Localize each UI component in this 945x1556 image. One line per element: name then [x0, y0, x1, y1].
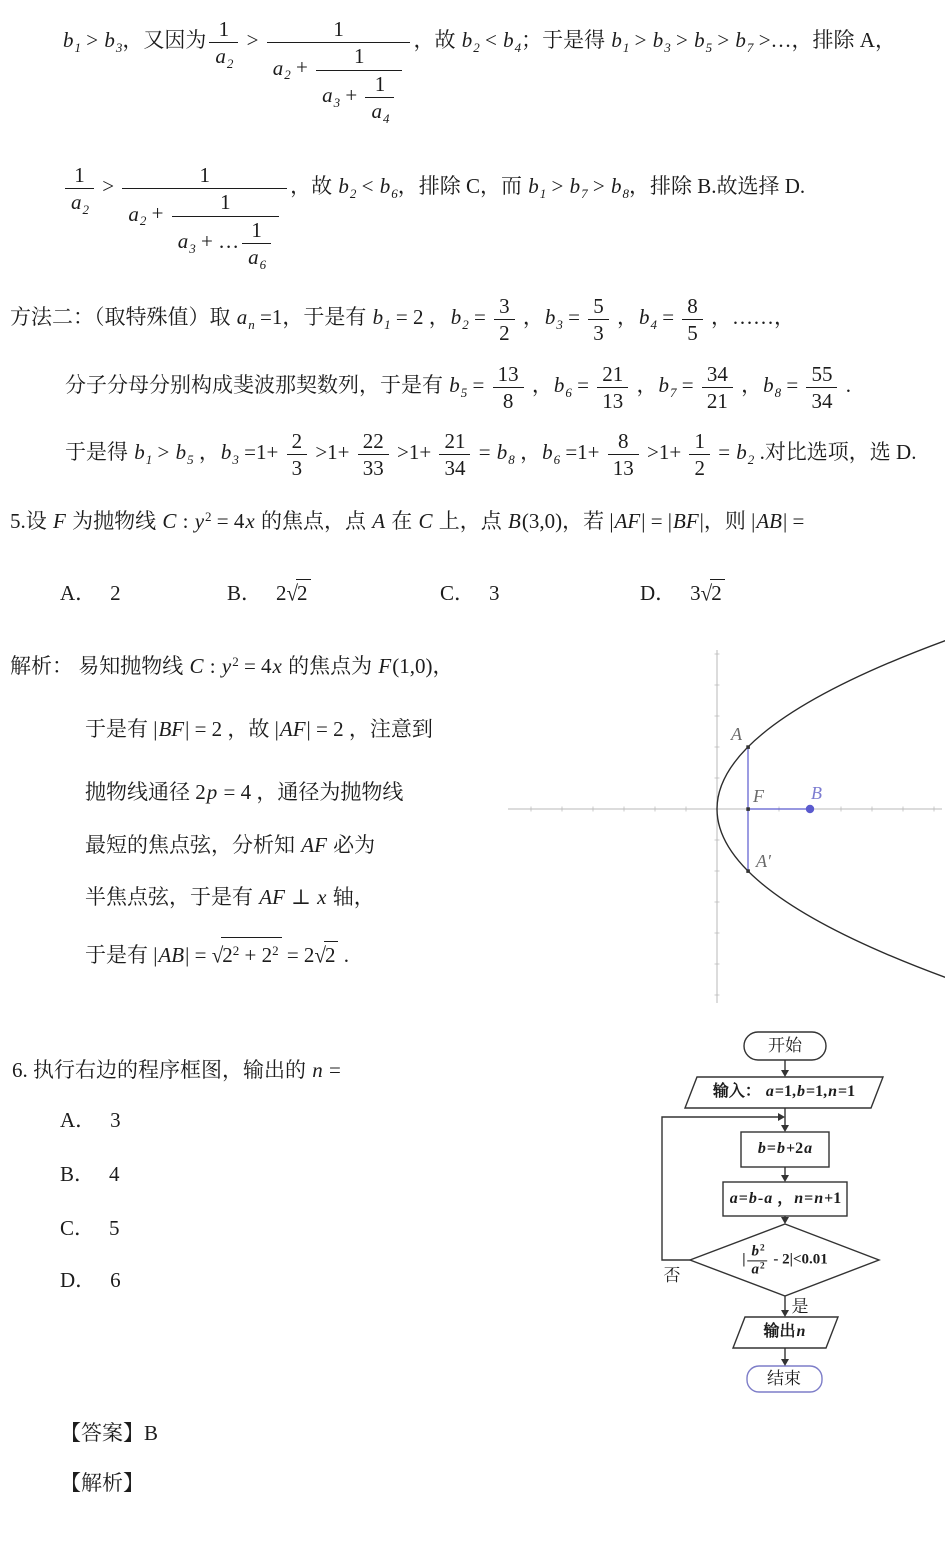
- option-label: D．: [640, 581, 677, 605]
- arrowhead-loop-junction: [778, 1113, 785, 1121]
- question-6-option-a: [60, 1107, 121, 1133]
- method2-line-3: 于是得 $b_1 > b_5$ ，$b_3 =1+$ $\frac{2}{3}$ >1+ $\frac{22}{33}$ >1+ $\frac{21}{34}$ = $b_8$ ，$b_6 =1+$ $\frac{8}{13}$ >1+ $\frac{1}{2}$ = $b_2$ .对比选项，选 D.: [65, 428, 917, 481]
- option-label: C．: [60, 1216, 96, 1240]
- point-b: [806, 805, 814, 813]
- flowchart-decision-label: | $\frac{b^2}{a^2}$ - 2|<0.01: [742, 1243, 828, 1278]
- answer-line: [60, 1420, 158, 1446]
- flowchart-step2-label: a=b-a ，n=n+1: [729, 1190, 842, 1207]
- label-f: F: [753, 786, 764, 806]
- question-6-option-b: [60, 1161, 120, 1187]
- question-5-option-d: [640, 579, 725, 606]
- option-label: B．: [227, 581, 263, 605]
- analysis-line-3: 抛物线通径 2p = 4 ，通径为抛物线: [85, 780, 404, 804]
- analysis-heading-label: 【解析】: [60, 1471, 144, 1495]
- analysis-line-4: 最短的焦点弦，分析知 AF 必为: [85, 833, 376, 857]
- arrowhead-to-decision: [781, 1217, 789, 1224]
- arrowhead-to-input: [781, 1070, 789, 1077]
- label-a-prime: A′: [756, 851, 771, 871]
- option-value: 3: [110, 1108, 121, 1132]
- parabola-figure: [505, 638, 945, 1010]
- option-label: A．: [60, 1108, 97, 1132]
- analysis-line-2: 于是有 |BF| = 2 ，故 |AF| = 2 ，注意到: [85, 717, 433, 741]
- question-6-option-d: [60, 1267, 121, 1293]
- option-label: C．: [440, 581, 476, 605]
- formula-line-1: $b_1 > b_3$，又因为 $\frac{1}{a_2}$ > 1 $a_2$ + 1 $a_3$ + $\frac{1}{a_4}$ ，故 $b_2 < b_4$；于是得 $b_1 > b_3 > b_5 > b_7$ >…，排除 A，: [63, 16, 896, 126]
- answer-value: B: [144, 1421, 159, 1445]
- arrowhead-to-end: [781, 1359, 789, 1366]
- graph-labels: [730, 724, 822, 871]
- analysis-heading: [60, 1470, 144, 1496]
- point-a-prime: [746, 869, 750, 873]
- formula-line-2: $\frac{1}{a_2}$ > 1 $a_2$ + 1 $a_3$ + … $\frac{1}{a_6}$ ，故 $b_2 < b_6$，排除 C，而 $b_1 > b_7 > b_8$，排除 B.故选择 D.: [62, 162, 805, 214]
- method2-line-2: 分子分母分别构成斐波那契数列，于是有 $b_5$ = $\frac{13}{8}$ ，$b_6$ = $\frac{21}{13}$ ，$b_7$ = $\frac{34}{21}$ ，$b_8$ = $\frac{55}{34}$ .: [65, 361, 851, 414]
- arrowhead-to-output: [781, 1310, 789, 1317]
- flowchart-step1-label: b=b+2a: [757, 1140, 813, 1157]
- flowchart-yes-label: 是: [791, 1297, 809, 1316]
- option-value: 5: [109, 1216, 120, 1240]
- option-value: 3: [489, 581, 500, 605]
- option-label: B．: [60, 1162, 96, 1186]
- question-5-stem: 5.设 F 为抛物线 C : $y^2 = 4x$ 的焦点，点 A 在 C 上，点 B(3,0)，若 |AF| = |BF|，则 |AB| =: [10, 508, 805, 533]
- method2-line-1: 方法二：（取特殊值）取 $a_n =1$，于是有 $b_1 = 2$ ，$b_2$ = $\frac{3}{2}$ ，$b_3$ = $\frac{5}{3}$ ，$b_4$ = $\frac{8}{5}$ ，……，: [10, 293, 796, 346]
- point-a: [746, 745, 750, 749]
- arrowhead-to-step1: [781, 1125, 789, 1132]
- flowchart-start-label: 开始: [768, 1036, 802, 1055]
- analysis-line-6: 于是有 $|AB| = √2^2 + 2^2 = 2√2$ .: [85, 937, 349, 968]
- question-6-stem: 6. 执行右边的程序框图，输出的 n =: [12, 1058, 341, 1082]
- question-5-option-b: [227, 579, 311, 606]
- option-value: 3√2: [690, 581, 725, 605]
- flowchart-input-label: 输入： a=1,b=1,n=1: [712, 1083, 856, 1100]
- option-value: 2√2: [276, 581, 311, 605]
- flowchart-end-label: 结束: [767, 1369, 801, 1388]
- parabola-graph: [505, 638, 945, 1010]
- option-value: 2: [110, 581, 121, 605]
- flowchart-output-label: 输出n: [763, 1323, 806, 1340]
- option-label: A．: [60, 581, 97, 605]
- option-value: 4: [109, 1162, 120, 1186]
- option-label: D．: [60, 1268, 97, 1292]
- option-value: 6: [110, 1268, 121, 1292]
- point-f: [746, 807, 750, 811]
- analysis-line-1: 解析： 易知抛物线 C : $y^2 = 4x$ 的焦点为 F(1,0)，: [10, 653, 454, 678]
- answer-label: 【答案】: [60, 1421, 144, 1445]
- question-5-option-a: [60, 580, 121, 606]
- analysis-line-5: 半焦点弦，于是有 AF ⊥ x 轴，: [85, 885, 375, 909]
- flowchart: [650, 1025, 895, 1405]
- question-6-option-c: [60, 1215, 120, 1241]
- arrowhead-to-step2: [781, 1175, 789, 1182]
- question-5-option-c: [440, 580, 500, 606]
- label-a: A: [731, 724, 742, 744]
- label-b: B: [811, 783, 822, 803]
- flowchart-no-label: 否: [663, 1266, 681, 1285]
